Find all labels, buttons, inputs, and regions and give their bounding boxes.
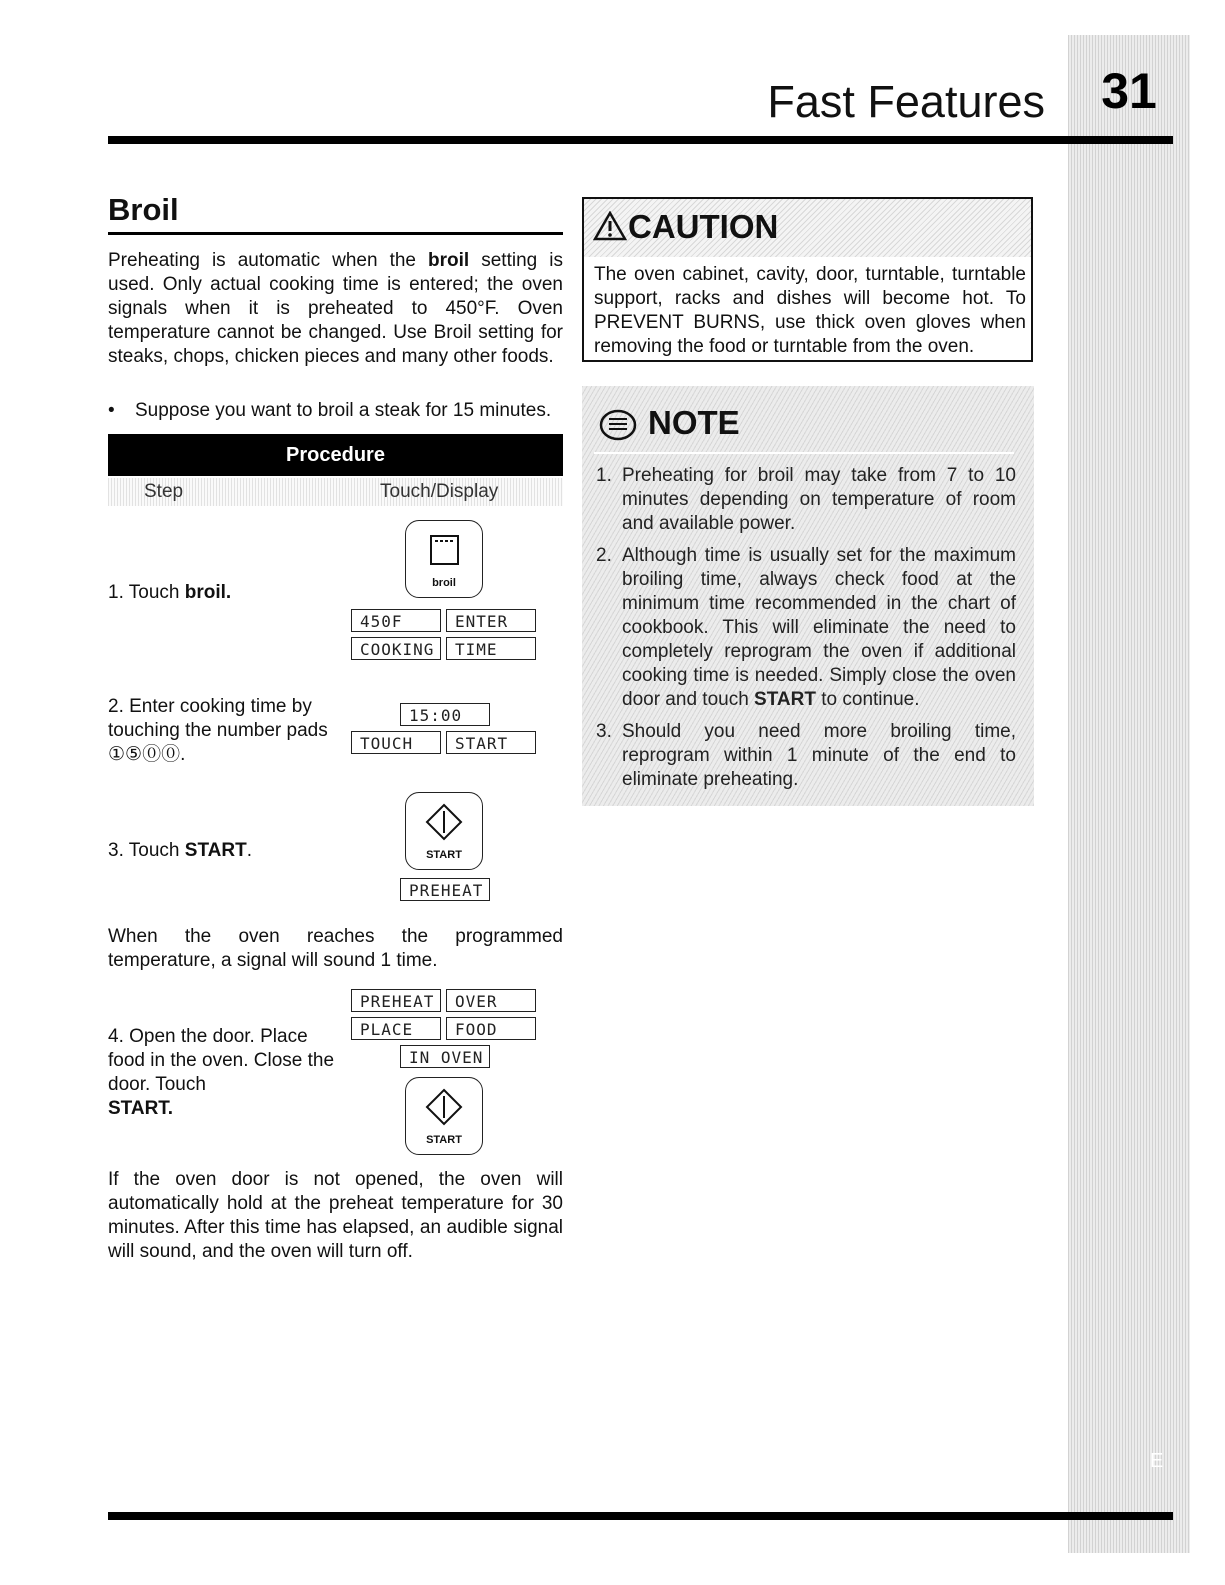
footer-rule (108, 1512, 1173, 1520)
lcd-display: COOKING (351, 637, 441, 660)
page-number: 31 (1101, 63, 1157, 119)
start-key-label: START (426, 1134, 462, 1146)
intro-paragraph: Preheating is automatic when the broil setting is used. Only actual cooking time is entered; the oven signals when it is preheated to 450°F. Oven temperature cannot be changed. Use Broil setting for steaks, chops, chicken pieces and many other foods. (108, 250, 563, 367)
step-1: 1. Touch broil. (108, 582, 232, 603)
procedure-column-headers (108, 478, 563, 506)
lcd-display: IN OVEN (400, 1045, 490, 1068)
step-2: 2. Enter cooking time by touching the number pads ①⑤⓪⓪. (108, 696, 328, 765)
step-3: 3. Touch START. (108, 840, 252, 861)
step-4: 4. Open the door. Place food in the oven. Close the door. Touch START. (108, 1026, 335, 1119)
page-title: Fast Features (767, 76, 1045, 127)
note-list (596, 464, 1016, 800)
lcd-display: TOUCH (351, 731, 441, 754)
note-rule (594, 452, 1014, 454)
lcd-display: PREHEAT (400, 878, 490, 901)
start-key-label: START (426, 849, 462, 861)
start-key[interactable] (405, 1077, 483, 1155)
caution-text: The oven cabinet, cavity, door, turntable, turntable support, racks and dishes will become hot. To PREVENT BURNS, use thick oven gloves when removing the food or turntable from the oven. (594, 264, 1026, 357)
note-item: 1. Preheating for broil may take from 7 to 10 minutes depending on temperature of room and available power. (596, 465, 1016, 534)
broil-key[interactable] (405, 520, 483, 598)
warning-icon (593, 211, 627, 241)
section-rule (108, 232, 563, 235)
broil-key-label: broil (432, 577, 456, 589)
lcd-display: 15:00 (400, 703, 490, 726)
procedure-header: Procedure (108, 434, 563, 476)
hold-temperature-paragraph: If the oven door is not opened, the oven will automatically hold at the preheat temperature for 30 minutes. After this time has elapsed, an audible signal will sound, and the oven will turn off. (108, 1169, 563, 1262)
lcd-display: PREHEAT (351, 989, 441, 1012)
start-key[interactable] (405, 792, 483, 870)
preheat-signal-paragraph: When the oven reaches the programmed temperature, a signal will sound 1 time. (108, 926, 563, 971)
header-rule (108, 136, 1173, 144)
note-title: NOTE (648, 404, 740, 441)
language-tab-label: E (1150, 1450, 1164, 1472)
lcd-display: START (446, 731, 536, 754)
note-icon (598, 408, 638, 442)
page-edge-tab (1068, 35, 1190, 1553)
lcd-display: FOOD (446, 1017, 536, 1040)
section-title: Broil (108, 192, 179, 227)
column-touch-display: Touch/Display (380, 481, 499, 502)
lcd-display: 450F (351, 609, 441, 632)
column-step: Step (144, 481, 184, 502)
note-item: 2. Although time is usually set for the maximum broiling time, always check food at the minimum time recommended in the chart of cookbook. This will eliminate the need to completely reprogram the oven if additional cooking time is needed. Simply close the oven door and touch START to continue. (596, 545, 1016, 710)
note-item: 3. Should you need more broiling time, reprogram within 1 minute of the end to eliminate preheating. (596, 721, 1016, 790)
lcd-display: TIME (446, 637, 536, 660)
lcd-display: ENTER (446, 609, 536, 632)
caution-title: CAUTION (628, 208, 779, 245)
lcd-display: OVER (446, 989, 536, 1012)
bullet-item: • Suppose you want to broil a steak for 15 minutes. (108, 400, 552, 421)
lcd-display: PLACE (351, 1017, 441, 1040)
